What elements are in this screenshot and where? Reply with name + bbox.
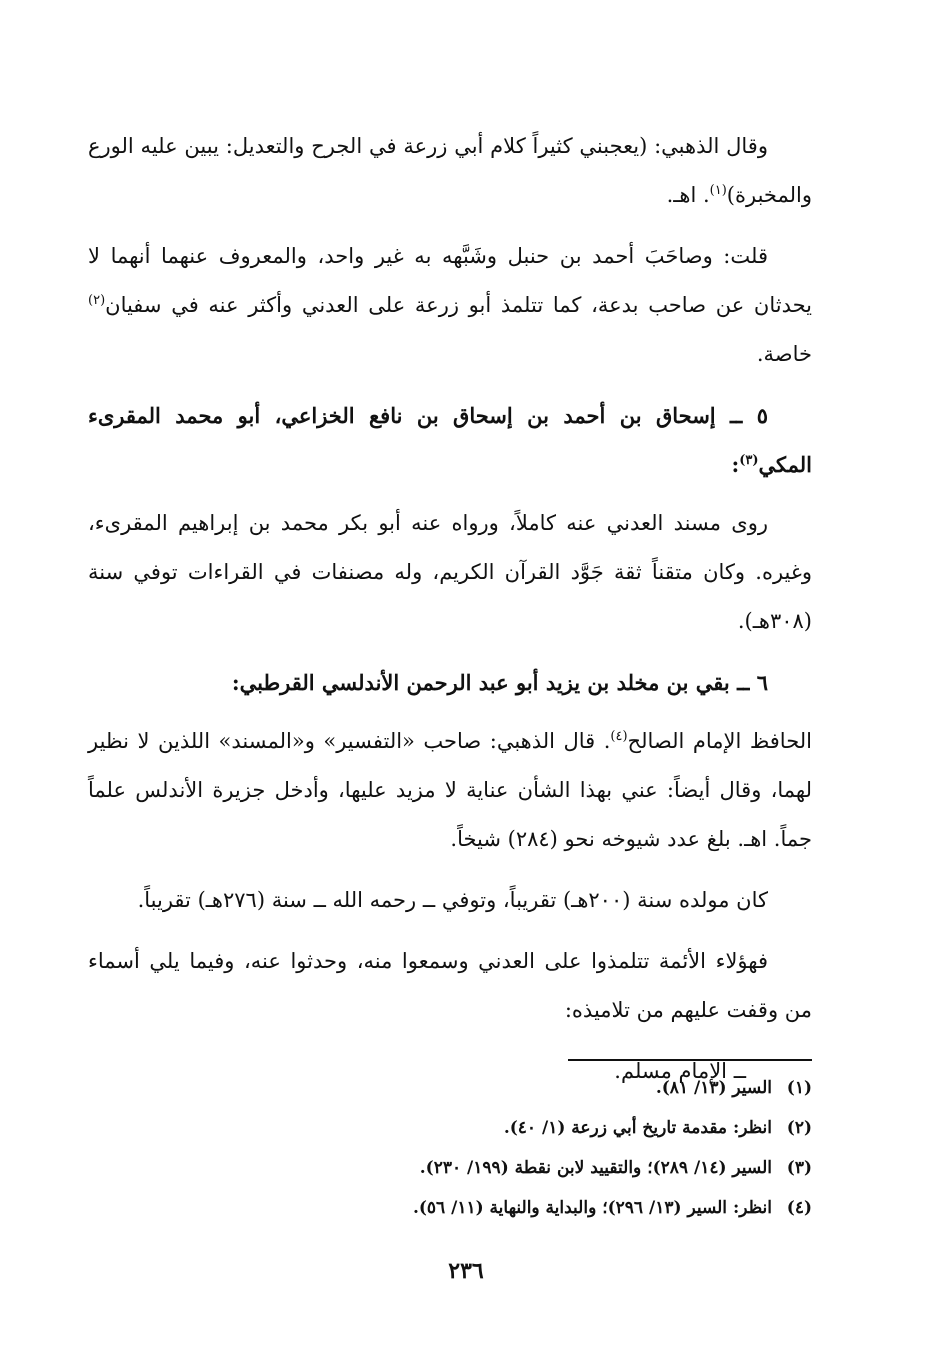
list-item-text: ــ الإمام مسلم.: [614, 1059, 746, 1083]
footnote-number: (١): [786, 1078, 812, 1098]
paragraph-baqi-dates: [88, 876, 812, 925]
heading-text: ٥ ــ إسحاق بن أحمد بن إسحاق بن نافع الخزاعي، أبو محمد المقرىء المكي: [88, 403, 812, 477]
heading-tail: :: [731, 452, 740, 477]
paragraph-text: كان مولده سنة (٢٠٠هـ) تقريباً، وتوفي ــ رحمه الله ــ سنة (٢٧٦هـ) تقريباً.: [137, 888, 768, 912]
paragraph-text: قلت: وصاحَبَ أحمد بن حنبل وشَبَّهه به غير واحد، والمعروف عنهما أنهما لا يحدثان عن صاحب بدعة، كما تتلمذ أبو زرعة على العدني وأكثر عنه في سفيان: [88, 244, 812, 317]
main-text: [88, 122, 812, 1108]
paragraph-author-note: [88, 232, 812, 379]
paragraph-text: فهؤلاء الأئمة تتلمذوا على العدني وسمعوا منه، وحدثوا عنه، وفيما يلي أسماء من وقفت عليهم من تلاميذه:: [88, 949, 812, 1022]
paragraph-tail: خاصة.: [756, 342, 812, 366]
footnote-marker: (٤): [610, 729, 628, 744]
footnote-2: [88, 1108, 812, 1148]
paragraph-ishaq-bio: [88, 499, 812, 646]
footnote-number: (٤): [786, 1198, 812, 1218]
footnote-4: [88, 1188, 812, 1228]
footnote-1: [88, 1068, 812, 1108]
footnote-text: انظر: مقدمة تاريخ أبي زرعة (١/ ٤٠).: [503, 1118, 772, 1138]
footnote-marker: (٣): [739, 453, 759, 468]
paragraph-dhahabi-quote: [88, 122, 812, 220]
footnote-3: [88, 1148, 812, 1188]
footnote-text: السير (١٤/ ٢٨٩)؛ والتقييد لابن نقطة (١٩٩/ ٢٣٠).: [419, 1158, 772, 1178]
paragraph-text: وقال الذهبي: (يعجبني كثيراً كلام أبي زرعة في الجرح والتعديل: يبين عليه الورع والمخبرة): [88, 134, 812, 207]
footnote-separator: [568, 1059, 812, 1061]
paragraph-text: روى مسند العدني عنه كاملاً، ورواه عنه أبو بكر محمد بن إبراهيم المقرىء، وغيره. وكان متقناً ثقة جَوَّد القرآن الكريم، وله مصنفات في القراءات توفي سنة (٣٠٨هـ).: [88, 511, 812, 633]
heading-text: ٦ ــ بقي بن مخلد بن يزيد أبو عبد الرحمن الأندلسي القرطبي:: [231, 670, 768, 695]
footnote-text: السير (١٣/ ٨١).: [655, 1078, 772, 1098]
paragraph-baqi-bio: [88, 717, 812, 864]
footnote-marker: (١): [709, 183, 727, 198]
footnotes: [88, 1068, 812, 1228]
footnote-number: (٣): [786, 1158, 812, 1178]
paragraph-tail: . اهـ.: [666, 183, 710, 207]
entry-heading-baqi: [88, 658, 812, 707]
entry-heading-ishaq: [88, 391, 812, 489]
footnote-marker: (٢): [88, 293, 106, 308]
paragraph-text: الحافظ الإمام الصالح: [627, 729, 812, 753]
paragraph-tail: . قال الذهبي: صاحب «التفسير» و«المسند» اللذين لا نظير لهما، وقال أيضاً: عني بهذا الشأن عناية لا مزيد عليها، وأدخل جزيرة الأندلس علماً جماً. اهـ. بلغ عدد شيوخه نحو (٢٨٤) شيخاً.: [88, 729, 812, 851]
footnote-number: (٢): [786, 1118, 812, 1138]
footnote-text: انظر: السير (١٣/ ٢٩٦)؛ والبداية والنهاية (١١/ ٥٦).: [412, 1198, 772, 1218]
page-number: ٢٣٦: [448, 1258, 484, 1284]
paragraph-students-intro: [88, 937, 812, 1035]
